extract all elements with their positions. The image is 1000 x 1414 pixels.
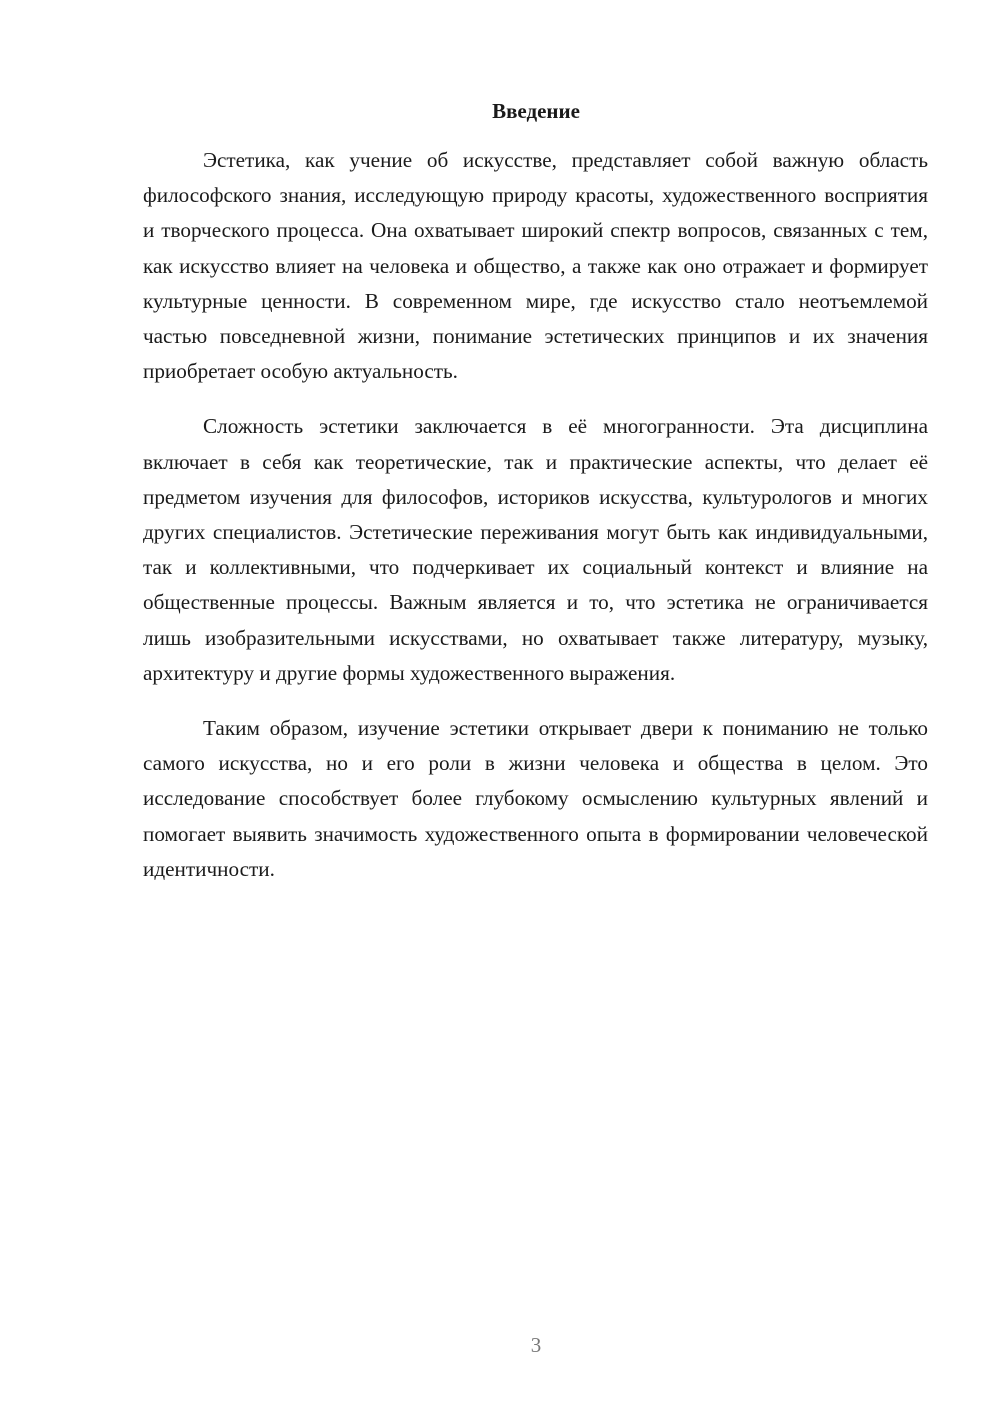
paragraph-1: Эстетика, как учение об искусстве, представляет собой важную область философского знания, исследующую природу красоты, художественного восприятия и творческого процесса. Она охватывает широкий спектр вопросов, связанных с тем, как искусство влияет на человека и общество, а также как оно отражает и формирует культурные ценности. В современном мире, где искусство стало неотъемлемой частью повседневной жизни, понимание эстетических принципов и их значения приобретает особую актуальность. [143,148,928,384]
body-text [143,143,928,907]
section-title: Введение [492,99,580,123]
paragraph-3: Таким образом, изучение эстетики открывает двери к пониманию не только самого искусства, но и его роли в жизни человека и общества в целом. Это исследование способствует более глубокому осмыслению культурных явлений и помогает выявить значимость художественного опыта в формировании человеческой идентичности. [143,716,928,881]
page-number: 3 [530,1333,542,1357]
paragraph-2: Сложность эстетики заключается в её многогранности. Эта дисциплина включает в себя как теоретические, так и практические аспекты, что делает её предметом изучения для философов, историков искусства, культурологов и многих других специалистов. Эстетические переживания могут быть как индивидуальными, так и коллективными, что подчеркивает их социальный контекст и влияние на общественные процессы. Важным является и то, что эстетика не ограничивается лишь изобразительными искусствами, но охватывает также литературу, музыку, архитектуру и другие формы художественного выражения. [143,414,928,685]
